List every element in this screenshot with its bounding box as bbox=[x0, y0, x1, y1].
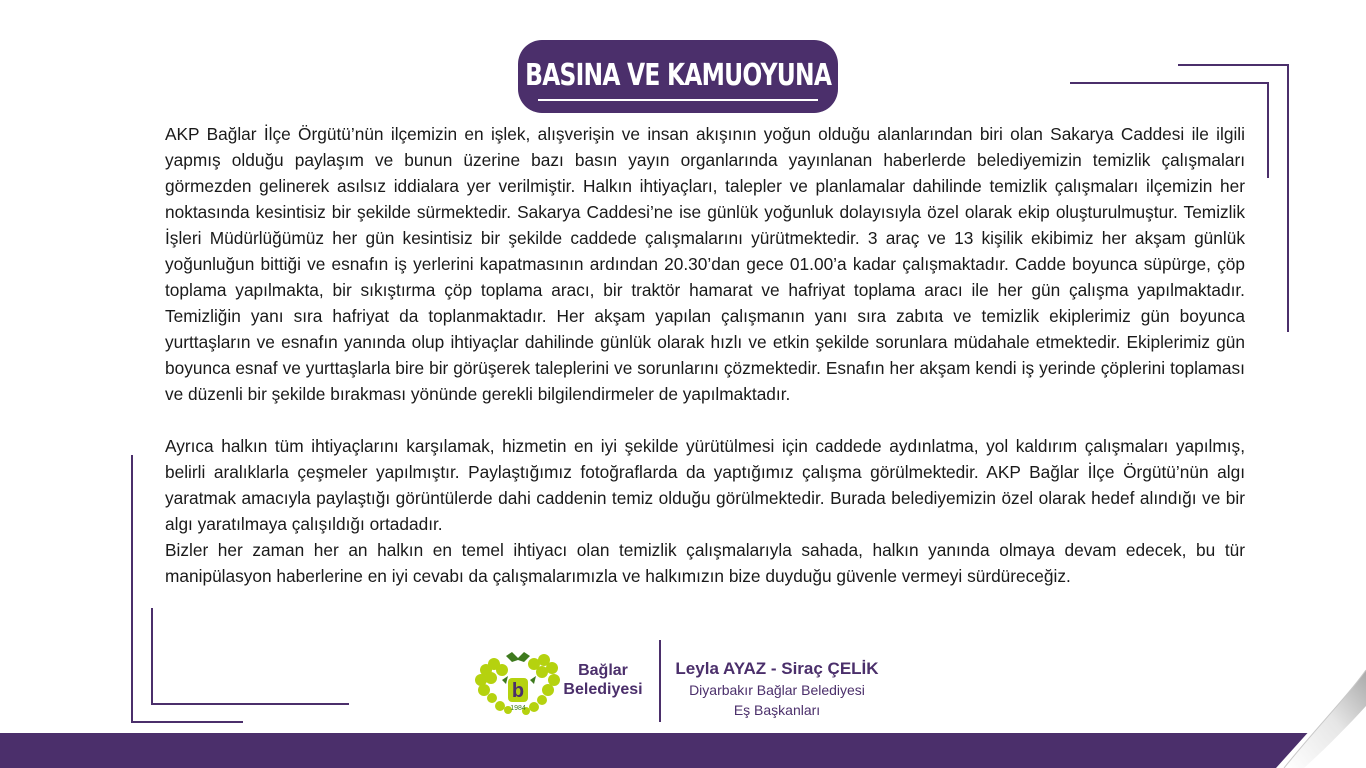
footer-bar bbox=[0, 733, 1366, 768]
decor-line bbox=[1070, 82, 1268, 84]
decor-line bbox=[1287, 64, 1289, 332]
statement-paragraph: Ayrıca halkın tüm ihtiyaçlarını karşılamak, hizmetin en iyi şekilde yürütülmesi için caddede aydınlatma, yol kaldırım çalışmaları yapılmış, belirli aralıklarla çeşmeler yapılmıştır. Paylaştığımız fotoğraflarda da yaptığımız çalışma görülmektedir. AKP Bağlar İlçe Örgütü’nün algı yaratmak amacıyla paylaştığı görüntülerde dahi caddenin temiz olduğu görülmektedir. Burada belediyemizin özel olarak hedef alındığı ve bir algı yaratılmaya çalışıldığı ortadadır. bbox=[165, 436, 1245, 534]
logo-text-line: Belediyesi bbox=[563, 681, 643, 698]
signatory-organization: Diyarbakır Bağlar Belediyesi bbox=[689, 682, 865, 698]
page-title: BASINA VE KAMUOYUNA bbox=[524, 58, 832, 93]
signature-divider bbox=[659, 640, 661, 722]
decor-line bbox=[151, 703, 349, 705]
statement-paragraph: Bizler her zaman her an halkın en temel ihtiyacı olan temizlik çalışmalarıyla sahada, halkın yanında olmaya devam edecek, bu tür manipülasyon haberlerine en iyi cevabı da çalışmalarımızla ve halkımızın bize duyduğu güvenle vermeyi sürdüreceğiz. bbox=[165, 540, 1245, 586]
decor-line bbox=[151, 608, 153, 705]
baglar-logo-emblem bbox=[472, 650, 564, 715]
logo-year: 1984 bbox=[510, 705, 526, 712]
logo-text-line: Bağlar bbox=[578, 662, 628, 679]
logo-letter: b bbox=[511, 680, 525, 702]
decor-line bbox=[1178, 64, 1288, 66]
signature-block bbox=[664, 658, 890, 720]
statement-paragraph: AKP Bağlar İlçe Örgütü’nün ilçemizin en işlek, alışverişin ve insan akışının yoğun olduğu alanlarından biri olan Sakarya Caddesi ile ilgili yapmış olduğu paylaşım ve bunun üzerine bazı basın yayın organlarında yayınlanan haberlerde belediyemizin temizlik çalışmaları görmezden gelinerek asılsız iddialara yer verilmiştir. Halkın ihtiyaçları, talepler ve planlamalar dahilinde temizlik çalışmaları ilçemizin her noktasında kesintisiz bir şekilde sürmektedir. Sakarya Caddesi’ne ise günlük yoğunluk dolayısıyla özel olarak ekip oluşturulmuştur. Temizlik İşleri Müdürlüğümüz her gün kesintisiz bir şekilde caddede çalışmalarını yürütmektedir. 3 araç ve 13 kişilik ekibimiz her akşam günlük yoğunluğun bittiği ve esnafın iş yerlerini kapatmasının ardından 20.30’dan gece 01.00’a kadar çalışmaktadır. Cadde boyunca süpürge, çöp toplama yapılmakta, bir sıkıştırma çöp toplama aracı, bir traktör hamarat ve hafriyat toplama aracı ile her gün çalışma yapılmaktadır. Temizliğin yanı sıra hafriyat da toplanmaktadır. Her akşam yapılan çalışmanın yanı sıra zabıta ve temizlik ekiplerimiz gün boyunca yurttaşların ve esnafın yanında olup ihtiyaçlar dahilinde günlük olarak hızlı ve etkin şekilde sorunlara müdahale etmektedir. Ekiplerimiz gün boyunca esnaf ve yurttaşlarla bire bir görüşerek taleplerini ve sorunlarını çözmektedir. Esnafın her akşam kendi iş yerinde çöplerini toplaması ve düzenli bir şekilde bırakması yönünde gerekli bilgilendirmeler de yapılmaktadır. bbox=[165, 124, 1245, 404]
decor-line bbox=[1267, 82, 1269, 178]
decor-line bbox=[131, 721, 243, 723]
signatory-names: Leyla AYAZ - Siraç ÇELİK bbox=[675, 659, 879, 678]
title-badge bbox=[518, 40, 838, 113]
statement-body bbox=[165, 121, 1245, 589]
signatory-role: Eş Başkanları bbox=[733, 702, 821, 718]
title-underline bbox=[538, 99, 818, 101]
logo-text bbox=[560, 661, 646, 699]
page-curl-decoration bbox=[1276, 668, 1366, 768]
decor-line bbox=[131, 455, 133, 723]
